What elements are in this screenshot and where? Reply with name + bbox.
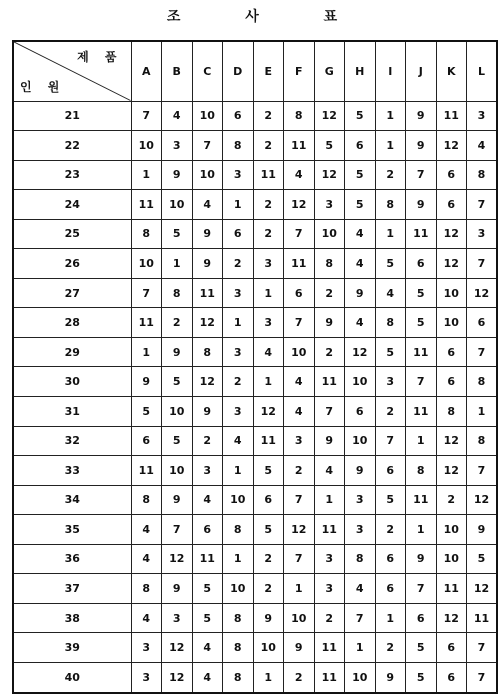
column-header: C — [192, 41, 223, 101]
table-cell: 1 — [345, 633, 376, 663]
table-cell: 6 — [375, 544, 406, 574]
table-cell: 10 — [223, 574, 254, 604]
table-cell: 5 — [406, 662, 437, 693]
row-label: 39 — [13, 633, 131, 663]
table-cell: 6 — [436, 160, 467, 190]
table-cell: 8 — [375, 308, 406, 338]
table-row — [13, 515, 497, 545]
table-cell: 3 — [345, 515, 376, 545]
table-cell: 7 — [467, 249, 498, 279]
table-cell: 12 — [436, 603, 467, 633]
row-label: 37 — [13, 574, 131, 604]
row-label: 25 — [13, 219, 131, 249]
table-cell: 11 — [314, 633, 345, 663]
table-cell: 7 — [406, 574, 437, 604]
table-cell: 1 — [284, 574, 315, 604]
table-cell: 10 — [162, 396, 193, 426]
table-cell: 8 — [131, 219, 162, 249]
table-cell: 8 — [467, 426, 498, 456]
table-cell: 2 — [253, 131, 284, 161]
table-cell: 12 — [345, 337, 376, 367]
row-label: 30 — [13, 367, 131, 397]
table-cell: 5 — [406, 633, 437, 663]
table-cell: 11 — [406, 219, 437, 249]
table-cell: 5 — [192, 603, 223, 633]
table-cell: 7 — [467, 337, 498, 367]
table-cell: 5 — [131, 396, 162, 426]
table-cell: 7 — [192, 131, 223, 161]
table-cell: 11 — [253, 426, 284, 456]
table-cell: 1 — [375, 219, 406, 249]
table-cell: 4 — [284, 396, 315, 426]
table-cell: 2 — [162, 308, 193, 338]
table-cell: 4 — [345, 219, 376, 249]
table-cell: 11 — [436, 574, 467, 604]
table-cell: 6 — [375, 456, 406, 486]
table-cell: 10 — [345, 426, 376, 456]
table-cell: 9 — [192, 396, 223, 426]
table-cell: 9 — [162, 574, 193, 604]
table-cell: 1 — [314, 485, 345, 515]
table-cell: 12 — [314, 160, 345, 190]
table-cell: 9 — [253, 603, 284, 633]
table-cell: 2 — [253, 574, 284, 604]
person-header-label: 인 원 — [20, 79, 66, 94]
page-title: 조 사 표 — [166, 9, 368, 25]
table-cell: 8 — [223, 131, 254, 161]
table-cell: 4 — [345, 249, 376, 279]
table-row — [13, 426, 497, 456]
table-cell: 10 — [192, 160, 223, 190]
table-cell: 4 — [345, 574, 376, 604]
table-cell: 4 — [192, 190, 223, 220]
table-cell: 12 — [436, 456, 467, 486]
row-label: 29 — [13, 337, 131, 367]
table-cell: 3 — [253, 308, 284, 338]
table-cell: 5 — [162, 426, 193, 456]
column-header: G — [314, 41, 345, 101]
table-cell: 8 — [223, 515, 254, 545]
table-cell: 1 — [223, 308, 254, 338]
table-cell: 8 — [131, 574, 162, 604]
row-label: 23 — [13, 160, 131, 190]
table-cell: 5 — [162, 219, 193, 249]
table-cell: 9 — [314, 308, 345, 338]
table-cell: 2 — [375, 160, 406, 190]
table-cell: 12 — [467, 278, 498, 308]
table-cell: 8 — [223, 633, 254, 663]
table-cell: 4 — [192, 633, 223, 663]
table-row — [13, 396, 497, 426]
row-label: 34 — [13, 485, 131, 515]
row-label: 36 — [13, 544, 131, 574]
table-cell: 2 — [284, 456, 315, 486]
table-cell: 1 — [223, 190, 254, 220]
table-cell: 3 — [467, 101, 498, 131]
table-cell: 2 — [253, 190, 284, 220]
table-cell: 10 — [253, 633, 284, 663]
table-cell: 3 — [314, 544, 345, 574]
table-cell: 10 — [284, 603, 315, 633]
table-cell: 11 — [192, 544, 223, 574]
table-cell: 7 — [406, 367, 437, 397]
table-cell: 2 — [314, 603, 345, 633]
table-cell: 7 — [131, 278, 162, 308]
table-cell: 1 — [467, 396, 498, 426]
table-cell: 11 — [284, 249, 315, 279]
table-cell: 8 — [131, 485, 162, 515]
table-cell: 10 — [162, 190, 193, 220]
table-cell: 6 — [345, 131, 376, 161]
table-cell: 4 — [131, 544, 162, 574]
table-cell: 6 — [345, 396, 376, 426]
table-cell: 7 — [284, 485, 315, 515]
column-header: D — [223, 41, 254, 101]
table-cell: 5 — [253, 456, 284, 486]
table-cell: 4 — [375, 278, 406, 308]
table-cell: 11 — [436, 101, 467, 131]
table-cell: 2 — [436, 485, 467, 515]
column-header: A — [131, 41, 162, 101]
table-cell: 6 — [406, 249, 437, 279]
table-cell: 1 — [375, 101, 406, 131]
table-cell: 2 — [375, 396, 406, 426]
table-cell: 7 — [162, 515, 193, 545]
table-cell: 2 — [375, 515, 406, 545]
table-cell: 10 — [162, 456, 193, 486]
table-cell: 2 — [223, 367, 254, 397]
table-cell: 11 — [406, 396, 437, 426]
table-cell: 9 — [467, 515, 498, 545]
table-cell: 9 — [406, 101, 437, 131]
product-header-label: 제 품 — [77, 50, 123, 64]
table-cell: 11 — [467, 603, 498, 633]
table-cell: 9 — [375, 662, 406, 693]
column-header: E — [253, 41, 284, 101]
table-row — [13, 544, 497, 574]
table-cell: 5 — [314, 131, 345, 161]
table-cell: 12 — [467, 485, 498, 515]
table-cell: 3 — [162, 131, 193, 161]
table-cell: 5 — [406, 278, 437, 308]
table-cell: 10 — [436, 278, 467, 308]
header-row — [13, 41, 497, 101]
table-cell: 9 — [314, 426, 345, 456]
table-cell: 10 — [131, 131, 162, 161]
table-cell: 4 — [192, 662, 223, 693]
table-cell: 12 — [284, 515, 315, 545]
table-cell: 4 — [192, 485, 223, 515]
corner-header-cell — [13, 41, 131, 101]
table-cell: 3 — [314, 190, 345, 220]
table-cell: 8 — [467, 367, 498, 397]
table-cell: 6 — [436, 337, 467, 367]
table-cell: 6 — [223, 101, 254, 131]
table-cell: 3 — [375, 367, 406, 397]
table-cell: 8 — [345, 544, 376, 574]
table-cell: 7 — [467, 456, 498, 486]
table-cell: 4 — [314, 456, 345, 486]
table-cell: 4 — [131, 603, 162, 633]
table-row — [13, 101, 497, 131]
table-cell: 8 — [314, 249, 345, 279]
table-cell: 3 — [223, 278, 254, 308]
table-cell: 3 — [131, 633, 162, 663]
table-cell: 1 — [253, 278, 284, 308]
table-cell: 7 — [467, 662, 498, 693]
table-cell: 6 — [253, 485, 284, 515]
table-cell: 8 — [223, 662, 254, 693]
column-header: I — [375, 41, 406, 101]
table-cell: 10 — [314, 219, 345, 249]
table-cell: 11 — [131, 190, 162, 220]
table-cell: 8 — [284, 101, 315, 131]
table-row — [13, 456, 497, 486]
table-cell: 2 — [192, 426, 223, 456]
table-cell: 2 — [253, 544, 284, 574]
table-row — [13, 633, 497, 663]
table-cell: 9 — [131, 367, 162, 397]
table-cell: 2 — [314, 337, 345, 367]
table-cell: 2 — [284, 662, 315, 693]
table-cell: 1 — [131, 337, 162, 367]
table-row — [13, 190, 497, 220]
table-cell: 9 — [284, 633, 315, 663]
table-cell: 11 — [314, 367, 345, 397]
table-row — [13, 160, 497, 190]
column-header: H — [345, 41, 376, 101]
table-cell: 5 — [253, 515, 284, 545]
table-row — [13, 337, 497, 367]
table-cell: 9 — [406, 131, 437, 161]
table-cell: 3 — [253, 249, 284, 279]
table-cell: 9 — [406, 190, 437, 220]
table-cell: 1 — [131, 160, 162, 190]
table-cell: 6 — [131, 426, 162, 456]
table-cell: 3 — [131, 662, 162, 693]
table-cell: 6 — [375, 574, 406, 604]
row-label: 33 — [13, 456, 131, 486]
table-cell: 12 — [162, 633, 193, 663]
table-cell: 6 — [436, 633, 467, 663]
table-cell: 10 — [436, 515, 467, 545]
table-row — [13, 574, 497, 604]
table-cell: 8 — [436, 396, 467, 426]
table-cell: 1 — [253, 367, 284, 397]
table-cell: 5 — [345, 101, 376, 131]
table-cell: 4 — [345, 308, 376, 338]
table-cell: 2 — [375, 633, 406, 663]
table-cell: 5 — [345, 190, 376, 220]
survey-table — [12, 40, 498, 694]
column-header: K — [436, 41, 467, 101]
table-cell: 8 — [223, 603, 254, 633]
row-label: 24 — [13, 190, 131, 220]
table-cell: 6 — [223, 219, 254, 249]
table-cell: 9 — [162, 160, 193, 190]
table-row — [13, 219, 497, 249]
table-cell: 4 — [253, 337, 284, 367]
table-cell: 9 — [162, 337, 193, 367]
table-cell: 6 — [406, 603, 437, 633]
table-cell: 3 — [314, 574, 345, 604]
table-cell: 5 — [345, 160, 376, 190]
table-cell: 12 — [192, 308, 223, 338]
table-cell: 11 — [253, 160, 284, 190]
table-cell: 8 — [375, 190, 406, 220]
row-label: 27 — [13, 278, 131, 308]
column-header: B — [162, 41, 193, 101]
table-cell: 8 — [162, 278, 193, 308]
table-cell: 10 — [284, 337, 315, 367]
table-cell: 7 — [467, 190, 498, 220]
table-cell: 12 — [314, 101, 345, 131]
table-cell: 11 — [406, 485, 437, 515]
row-label: 35 — [13, 515, 131, 545]
table-cell: 5 — [375, 249, 406, 279]
table-cell: 6 — [284, 278, 315, 308]
table-cell: 2 — [223, 249, 254, 279]
row-label: 22 — [13, 131, 131, 161]
row-label: 28 — [13, 308, 131, 338]
table-cell: 12 — [162, 544, 193, 574]
table-cell: 3 — [223, 396, 254, 426]
table-cell: 4 — [223, 426, 254, 456]
table-cell: 12 — [253, 396, 284, 426]
table-cell: 6 — [192, 515, 223, 545]
table-cell: 3 — [284, 426, 315, 456]
table-row — [13, 308, 497, 338]
table-cell: 10 — [223, 485, 254, 515]
table-cell: 7 — [375, 426, 406, 456]
table-cell: 12 — [436, 249, 467, 279]
table-cell: 9 — [345, 456, 376, 486]
table-cell: 2 — [314, 278, 345, 308]
table-cell: 3 — [345, 485, 376, 515]
table-cell: 3 — [192, 456, 223, 486]
table-cell: 9 — [192, 249, 223, 279]
table-cell: 4 — [284, 160, 315, 190]
table-cell: 11 — [314, 515, 345, 545]
table-cell: 9 — [345, 278, 376, 308]
row-label: 21 — [13, 101, 131, 131]
table-row — [13, 249, 497, 279]
table-cell: 1 — [223, 544, 254, 574]
table-cell: 4 — [467, 131, 498, 161]
table-cell: 11 — [131, 456, 162, 486]
table-cell: 12 — [284, 190, 315, 220]
table-cell: 1 — [223, 456, 254, 486]
table-cell: 11 — [314, 662, 345, 693]
table-cell: 2 — [253, 219, 284, 249]
table-cell: 4 — [284, 367, 315, 397]
table-cell: 5 — [406, 308, 437, 338]
table-cell: 1 — [162, 249, 193, 279]
table-cell: 9 — [192, 219, 223, 249]
table-cell: 9 — [162, 485, 193, 515]
row-label: 38 — [13, 603, 131, 633]
table-cell: 11 — [192, 278, 223, 308]
table-cell: 12 — [192, 367, 223, 397]
table-cell: 11 — [406, 337, 437, 367]
table-cell: 5 — [375, 337, 406, 367]
table-row — [13, 603, 497, 633]
table-cell: 7 — [345, 603, 376, 633]
table-cell: 6 — [436, 662, 467, 693]
table-cell: 4 — [131, 515, 162, 545]
table-cell: 1 — [406, 426, 437, 456]
column-header: F — [284, 41, 315, 101]
table-cell: 5 — [192, 574, 223, 604]
column-header: J — [406, 41, 437, 101]
table-cell: 2 — [253, 101, 284, 131]
table-cell: 7 — [406, 160, 437, 190]
table-row — [13, 278, 497, 308]
table-cell: 8 — [406, 456, 437, 486]
table-cell: 12 — [436, 219, 467, 249]
table-cell: 12 — [436, 426, 467, 456]
column-header: L — [467, 41, 498, 101]
table-cell: 3 — [223, 160, 254, 190]
table-cell: 1 — [253, 662, 284, 693]
table-cell: 7 — [131, 101, 162, 131]
row-label: 32 — [13, 426, 131, 456]
table-cell: 6 — [436, 367, 467, 397]
table-row — [13, 485, 497, 515]
table-body — [13, 101, 497, 693]
table-cell: 12 — [436, 131, 467, 161]
table-cell: 3 — [162, 603, 193, 633]
table-cell: 6 — [467, 308, 498, 338]
table-cell: 7 — [284, 219, 315, 249]
table-cell: 4 — [162, 101, 193, 131]
table-cell: 5 — [162, 367, 193, 397]
table-row — [13, 131, 497, 161]
row-label: 40 — [13, 662, 131, 693]
table-cell: 1 — [375, 131, 406, 161]
table-cell: 3 — [223, 337, 254, 367]
table-cell: 11 — [131, 308, 162, 338]
table-row — [13, 662, 497, 693]
table-cell: 12 — [162, 662, 193, 693]
table-row — [13, 367, 497, 397]
table-cell: 1 — [375, 603, 406, 633]
row-label: 31 — [13, 396, 131, 426]
table-cell: 12 — [467, 574, 498, 604]
row-label: 26 — [13, 249, 131, 279]
table-cell: 11 — [284, 131, 315, 161]
table-cell: 1 — [406, 515, 437, 545]
table-cell: 8 — [467, 160, 498, 190]
table-cell: 10 — [436, 544, 467, 574]
table-cell: 7 — [467, 633, 498, 663]
table-cell: 7 — [284, 544, 315, 574]
table-cell: 10 — [192, 101, 223, 131]
table-cell: 9 — [406, 544, 437, 574]
table-cell: 10 — [345, 367, 376, 397]
table-cell: 7 — [284, 308, 315, 338]
table-cell: 5 — [375, 485, 406, 515]
table-cell: 10 — [436, 308, 467, 338]
table-cell: 7 — [314, 396, 345, 426]
table-cell: 10 — [131, 249, 162, 279]
table-cell: 6 — [436, 190, 467, 220]
table-cell: 10 — [345, 662, 376, 693]
table-cell: 8 — [192, 337, 223, 367]
table-cell: 3 — [467, 219, 498, 249]
table-cell: 5 — [467, 544, 498, 574]
